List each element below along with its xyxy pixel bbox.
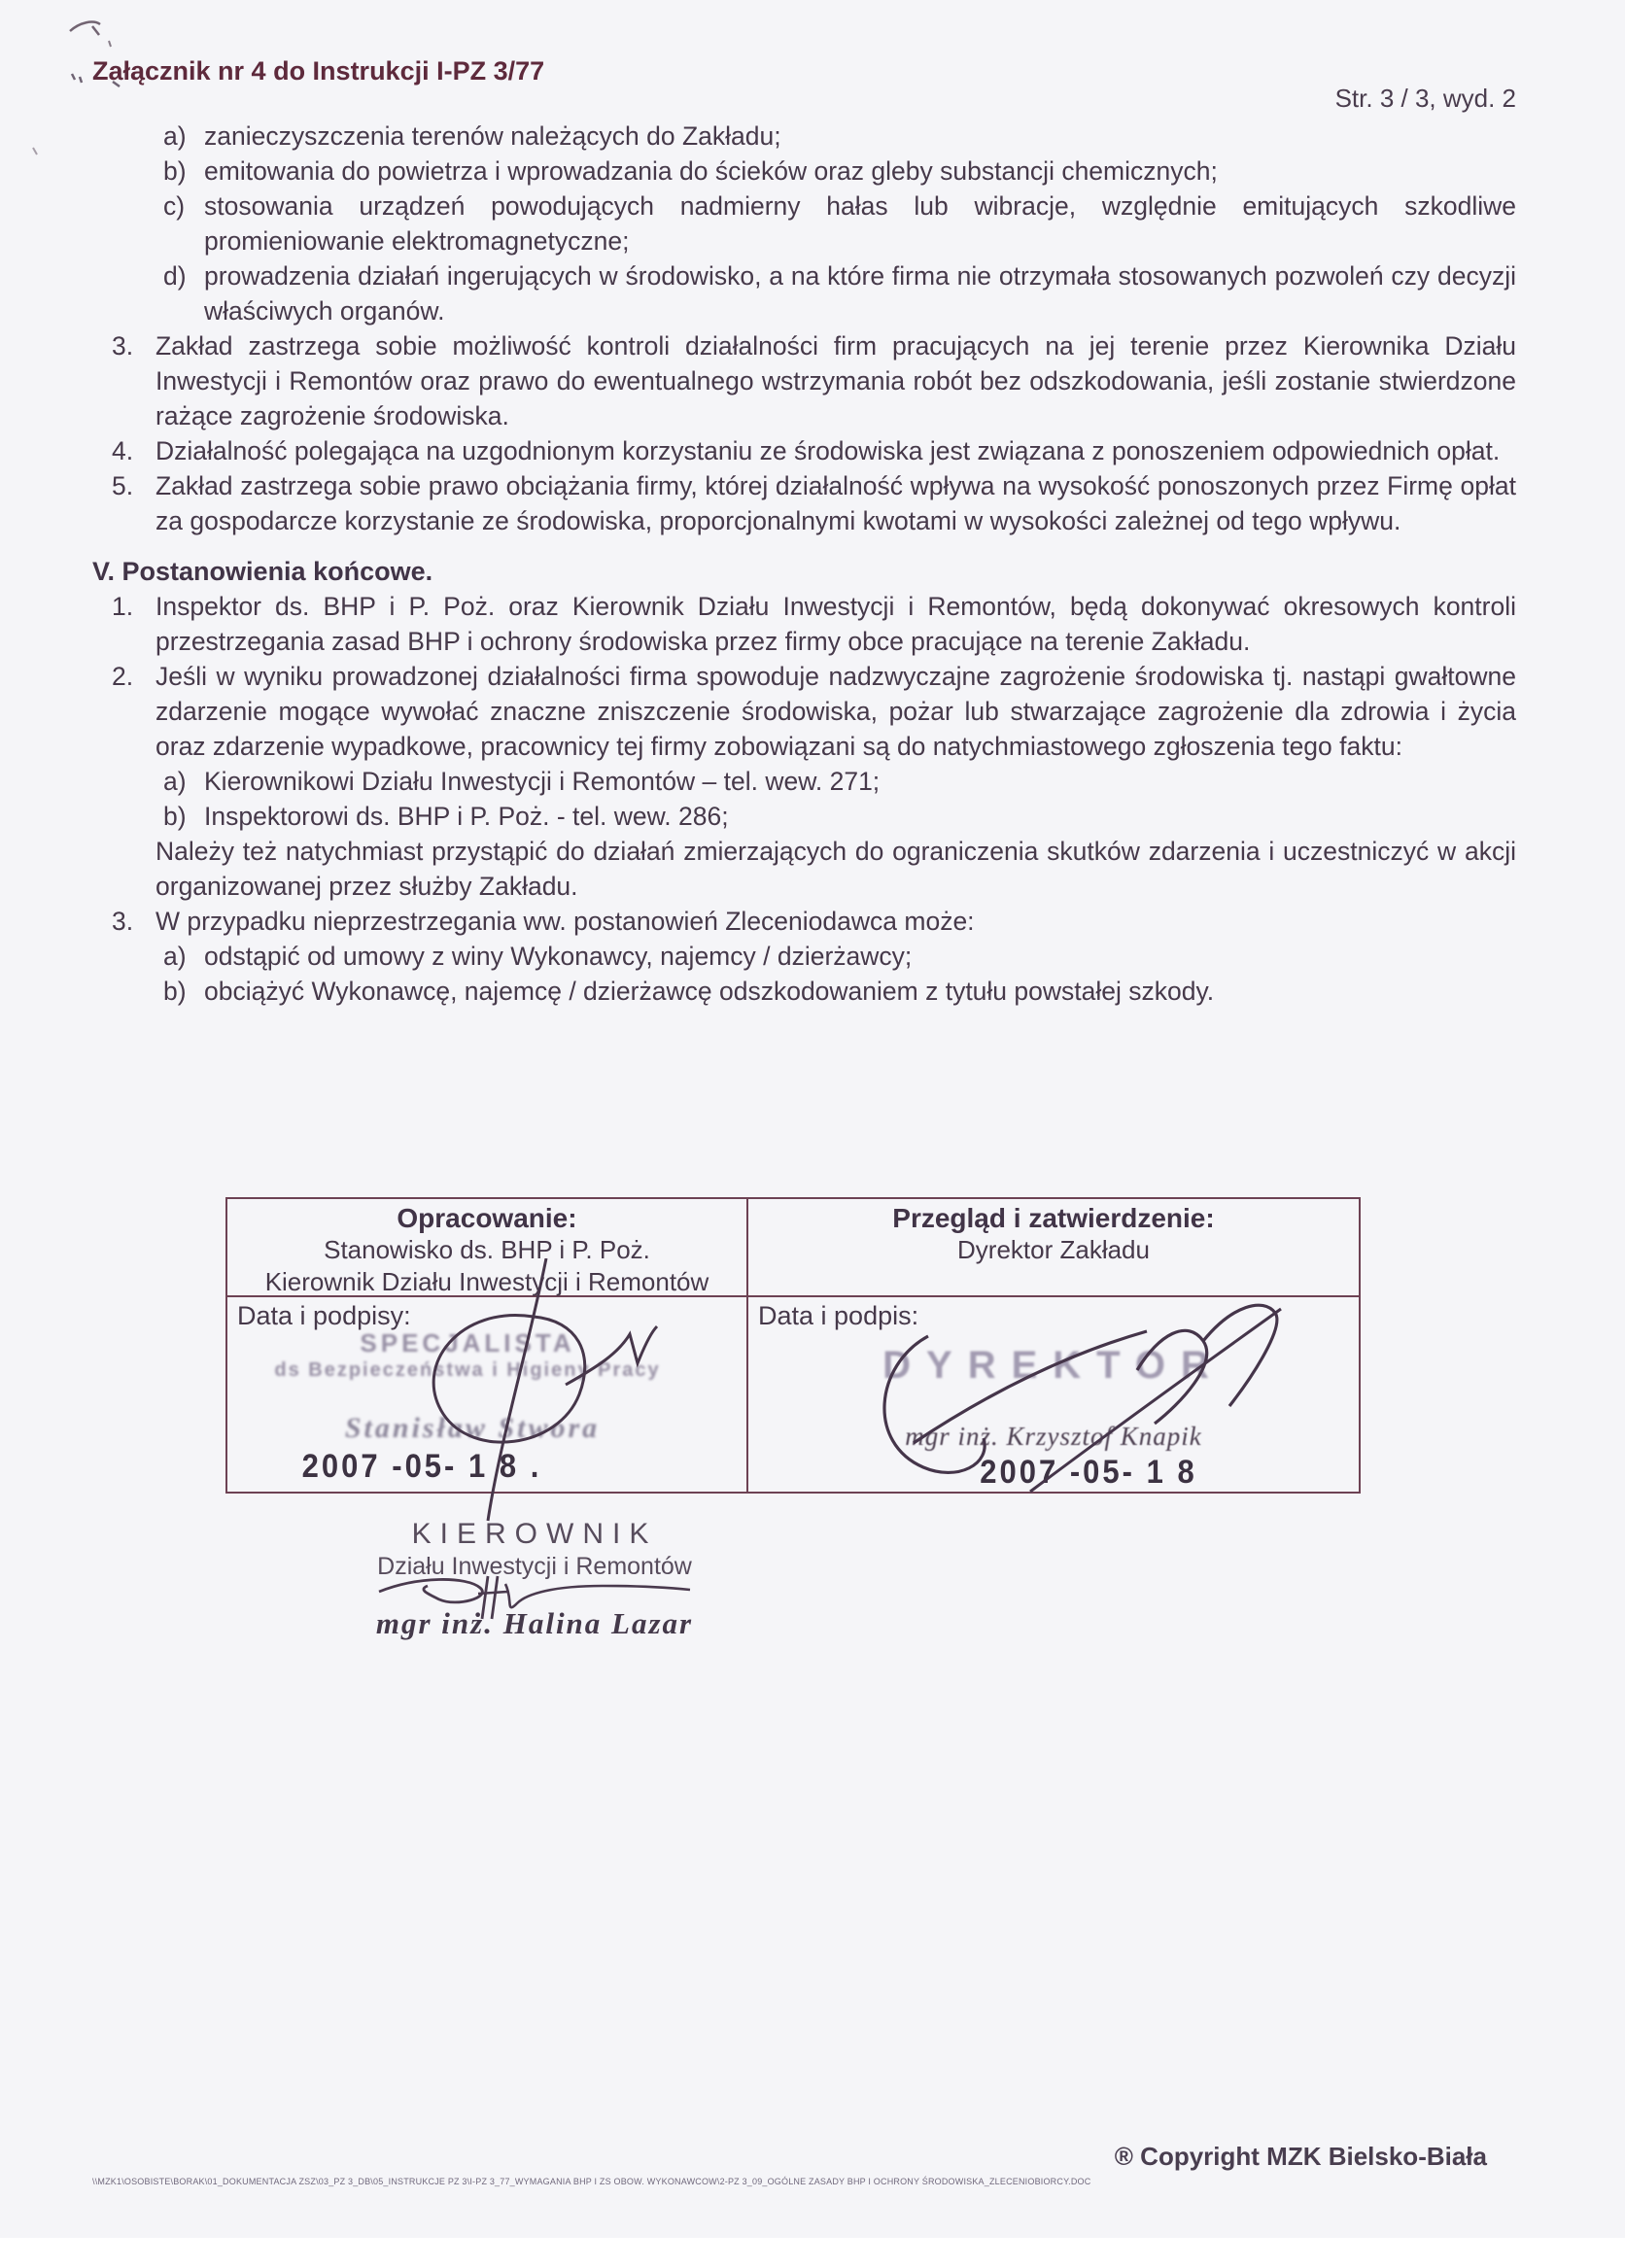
knapik-name-stamp: mgr inż. Krzysztof Knapik: [905, 1422, 1202, 1451]
specjalista-stamp-text: SPECJALISTA: [360, 1328, 575, 1357]
approval-table: [225, 1197, 1361, 1494]
cell-line: Kierownik Działu Inwestycji i Remontów: [264, 1267, 709, 1296]
list-marker: b): [163, 802, 187, 831]
list-item: [163, 799, 1516, 834]
list-marker: c): [163, 191, 186, 221]
list-text: Zakład zastrzega sobie prawo obciążania firmy, której działalność wpływa na wysokość ponoszonych przez Firmę opłat za gospodarcze korzystanie ze środowiska, proporcjonalnymi kwotami w wysokości zależnej od tego wpływu.: [156, 471, 1516, 535]
page-indicator: Str. 3 / 3, wyd. 2: [1334, 84, 1516, 113]
cell-line: Dyrektor Zakładu: [957, 1235, 1150, 1264]
list-marker: 3.: [112, 331, 134, 361]
table-signature-row: [227, 1297, 1359, 1492]
zatwierdzenie-header-cell: [748, 1199, 1359, 1295]
kierownik-stamp-subtitle: Działu Inwestycji i Remontów: [377, 1553, 692, 1580]
date-signatures-label: Data i podpisy:: [237, 1301, 411, 1330]
list-marker: a): [163, 121, 187, 151]
right-signature-cell: [748, 1297, 1359, 1492]
list-text: odstąpić od umowy z winy Wykonawcy, najemcy / dzierżawcy;: [204, 942, 913, 971]
file-path-footnote: \\MZK1\OSOBISTE\BORAK\01_DOKUMENTACJA ZSZ\03_PZ 3_DB\05_INSTRUKCJE PZ 3\I-PZ 3_77_WYMAGANIA BHP I ZS OBOW. WYKONAWCOW\2-PZ 3_09_OGÓLNE ZASADY BHP I OCHRONY ŚRODOWISKA_ZLECENIOBIORCY.DOC: [92, 2177, 1091, 2186]
list-item: [163, 189, 1516, 258]
cell-title: Przegląd i zatwierdzenie:: [892, 1203, 1215, 1233]
list-item: [163, 119, 1516, 154]
left-date-stamp: 2007 -05- 1 8 .: [301, 1446, 542, 1486]
specjalista-stamp-subtext: ds Bezpieczeństwa i Higieny Pracy: [274, 1359, 661, 1381]
list-item: [163, 258, 1516, 328]
list-marker: d): [163, 261, 187, 291]
list-item: [163, 764, 1516, 799]
stwora-signature: [354, 1258, 674, 1530]
scan-background: [0, 2238, 1625, 2268]
list-text: Inspektor ds. BHP i P. Poż. oraz Kierownik Działu Inwestycji i Remontów, będą dokonywać okresowych kontroli przestrzegania zasad BHP i ochrony środowiska przez firmy obce pracujące na terenie Zakładu.: [156, 592, 1516, 656]
list-text: Jeśli w wyniku prowadzonej działalności firma spowoduje nadzwyczajne zagrożenie środowiska tj. nastąpi gwałtowne zdarzenie mogące wywołać znaczne zniszczenie środowiska, pożar lub stwarzające zagrożenie dla zdrowia i życia oraz zdarzenie wypadkowe, pracownicy tej firmy zobowiązani są do natychmiastowego zgłoszenia tego faktu:: [156, 662, 1516, 761]
list-text: Działalność polegająca na uzgodnionym korzystaniu ze środowiska jest związana z ponoszeniem odpowiednich opłat.: [156, 436, 1501, 465]
sublist-item2: [112, 764, 1516, 834]
section-v-items: [92, 589, 1516, 1009]
cell-line: Stanowisko ds. BHP i P. Poż.: [324, 1235, 650, 1264]
list-text: emitowania do powietrza i wprowadzania do ścieków oraz gleby substancji chemicznych;: [204, 156, 1218, 186]
list-text: Kierownikowi Działu Inwestycji i Remontów – tel. wew. 271;: [204, 767, 881, 796]
list-marker: b): [163, 156, 187, 186]
list-marker: 5.: [112, 471, 134, 500]
list-item: [112, 659, 1516, 764]
list-item: [112, 468, 1516, 538]
stwora-name-stamp: Stanisław Stwora: [344, 1412, 601, 1444]
list-item: [112, 433, 1516, 468]
list-text: obciążyć Wykonawcę, najemcę / dzierżawcę odszkodowaniem z tytułu powstałej szkody.: [204, 977, 1215, 1006]
kierownik-stamp-block: [292, 1518, 778, 1641]
list-marker: 2.: [112, 662, 134, 691]
list-marker: b): [163, 977, 187, 1006]
list-item: [163, 974, 1516, 1009]
cell-title: Opracowanie:: [397, 1203, 577, 1233]
date-signature-label: Data i podpis:: [758, 1301, 919, 1330]
list-text: zanieczyszczenia terenów należących do Zakładu;: [204, 121, 781, 151]
list-item: [163, 939, 1516, 974]
list-text: W przypadku nieprzestrzegania ww. postanowień Zleceniodawca może:: [156, 907, 975, 936]
item2-note: Należy też natychmiast przystąpić do działań zmierzających do ograniczenia skutków zdarzenia i uczestniczyć w akcji organizowanej przez służby Zakładu.: [156, 837, 1516, 901]
table-header-row: [227, 1199, 1359, 1297]
opracowanie-header-cell: [227, 1199, 748, 1295]
sublist-item3: [112, 939, 1516, 1009]
list-text: Zakład zastrzega sobie możliwość kontroli działalności firm pracujących na jej terenie przez Kierownika Działu Inwestycji i Remontów oraz prawo do ewentualnego wstrzymania robót bez odszkodowania, jeśli zostanie stwierdzone rażące zagrożenie środowiska.: [156, 331, 1516, 430]
list-marker: a): [163, 767, 187, 796]
list-marker: 4.: [112, 436, 134, 465]
right-date-stamp: 2007 -05- 1 8: [980, 1452, 1197, 1492]
list-item: [112, 589, 1516, 659]
list-marker: 1.: [112, 592, 134, 621]
list-item: [112, 328, 1516, 433]
list-text: prowadzenia działań ingerujących w środowisko, a na które firma nie otrzymała stosowanych pozwoleń czy decyzji właściwych organów.: [204, 261, 1516, 326]
attachment-title: Załącznik nr 4 do Instrukcji I-PZ 3/77: [92, 56, 545, 86]
list-marker: a): [163, 942, 187, 971]
list-text: stosowania urządzeń powodujących nadmierny hałas lub wibracje, względnie emitujących szkodliwe promieniowanie elektromagnetyczne;: [204, 191, 1516, 256]
list-item: [163, 154, 1516, 189]
dyrektor-stamp-text: DYREKTOR: [882, 1344, 1225, 1387]
list-text: Inspektorowi ds. BHP i P. Poż. - tel. wew. 286;: [204, 802, 729, 831]
section-v-heading: V. Postanowienia końcowe.: [92, 557, 433, 586]
list-marker: 3.: [112, 907, 134, 936]
kierownik-stamp-title: KIEROWNIK: [411, 1518, 658, 1550]
sublist-a-d: [92, 119, 1516, 328]
copyright-notice: ® Copyright MZK Bielsko-Biała: [1114, 2142, 1487, 2171]
document-body: [92, 119, 1516, 1009]
list-item: [112, 904, 1516, 939]
numbered-items-3-5: [92, 328, 1516, 538]
lazar-name-stamp: mgr inż. Halina Lazar: [375, 1606, 694, 1640]
left-signature-cell: [227, 1297, 748, 1492]
